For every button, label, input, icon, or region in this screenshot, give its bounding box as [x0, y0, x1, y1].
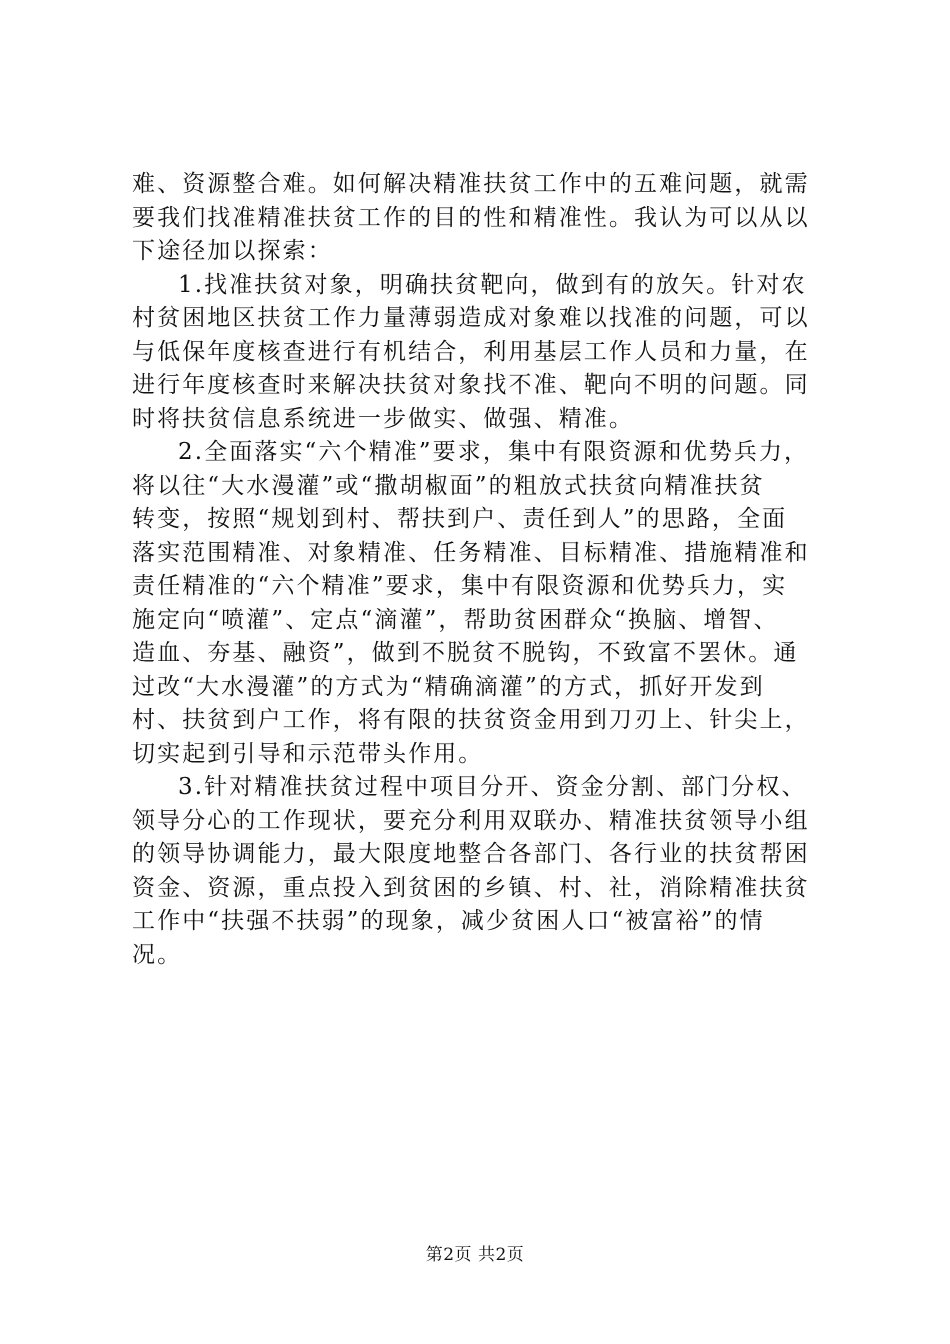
paragraph-item-1	[132, 269, 832, 437]
page-number-label: 第2页 共2页	[425, 1245, 525, 1265]
text-line: 下途径加以探索：	[132, 238, 333, 264]
document-body	[132, 168, 832, 972]
paragraph-intro-continued	[132, 168, 832, 269]
text-line: 的领导协调能力，最大限度地整合各部门、各行业的扶贫帮困	[132, 841, 810, 867]
text-line: 村、扶贫到户工作，将有限的扶贫资金用到刀刃上、针尖上，	[132, 707, 810, 733]
text-line: 进行年度核查时来解决扶贫对象找不准、靶向不明的问题。同	[132, 372, 810, 398]
page-footer	[0, 1243, 950, 1267]
text-line: 造血、夯基、融资”，做到不脱贫不脱钩，不致富不罢休。通	[132, 640, 799, 666]
text-line: 3.针对精准扶贫过程中项目分开、资金分割、部门分权、	[178, 774, 807, 800]
text-line: 转变，按照“规划到村、帮扶到户、责任到人”的思路，全面	[132, 506, 788, 532]
text-line: 切实起到引导和示范带头作用。	[132, 740, 484, 767]
text-line: 资金、资源，重点投入到贫困的乡镇、村、社，消除精准扶贫	[132, 874, 810, 901]
text-line: 落实范围精准、对象精准、任务精准、目标精准、措施精准和	[132, 539, 810, 566]
text-line: 2.全面落实“六个精准”要求，集中有限资源和优势兵力，	[178, 439, 810, 465]
text-line: 将以往“大水漫灌”或“撒胡椒面”的粗放式扶贫向精准扶贫	[132, 472, 765, 499]
text-line: 施定向“喷灌”、定点“滴灌”，帮助贫困群众“换脑、增智、	[132, 606, 779, 633]
text-line: 难、资源整合难。如何解决精准扶贫工作中的五难问题，就需	[132, 171, 810, 197]
text-line: 工作中“扶强不扶弱”的现象，减少贫困人口“被富裕”的情	[132, 908, 765, 934]
paragraph-item-3	[132, 771, 832, 972]
text-line: 况。	[132, 941, 183, 968]
text-line: 村贫困地区扶贫工作力量薄弱造成对象难以找准的问题，可以	[132, 305, 810, 331]
text-line: 1.找准扶贫对象，明确扶贫靶向，做到有的放矢。针对农	[178, 271, 807, 298]
text-line: 责任精准的“六个精准”要求，集中有限资源和优势兵力，实	[132, 573, 788, 599]
text-line: 与低保年度核查进行有机结合，利用基层工作人员和力量，在	[132, 338, 810, 365]
text-line: 要我们找准精准扶贫工作的目的性和精准性。我认为可以从以	[132, 204, 810, 231]
text-line: 过改“大水漫灌”的方式为“精确滴灌”的方式，抓好开发到	[132, 673, 765, 700]
text-line: 时将扶贫信息系统进一步做实、做强、精准。	[132, 405, 634, 432]
paragraph-item-2	[132, 436, 832, 771]
text-line: 领导分心的工作现状，要充分利用双联办、精准扶贫领导小组	[132, 807, 810, 834]
